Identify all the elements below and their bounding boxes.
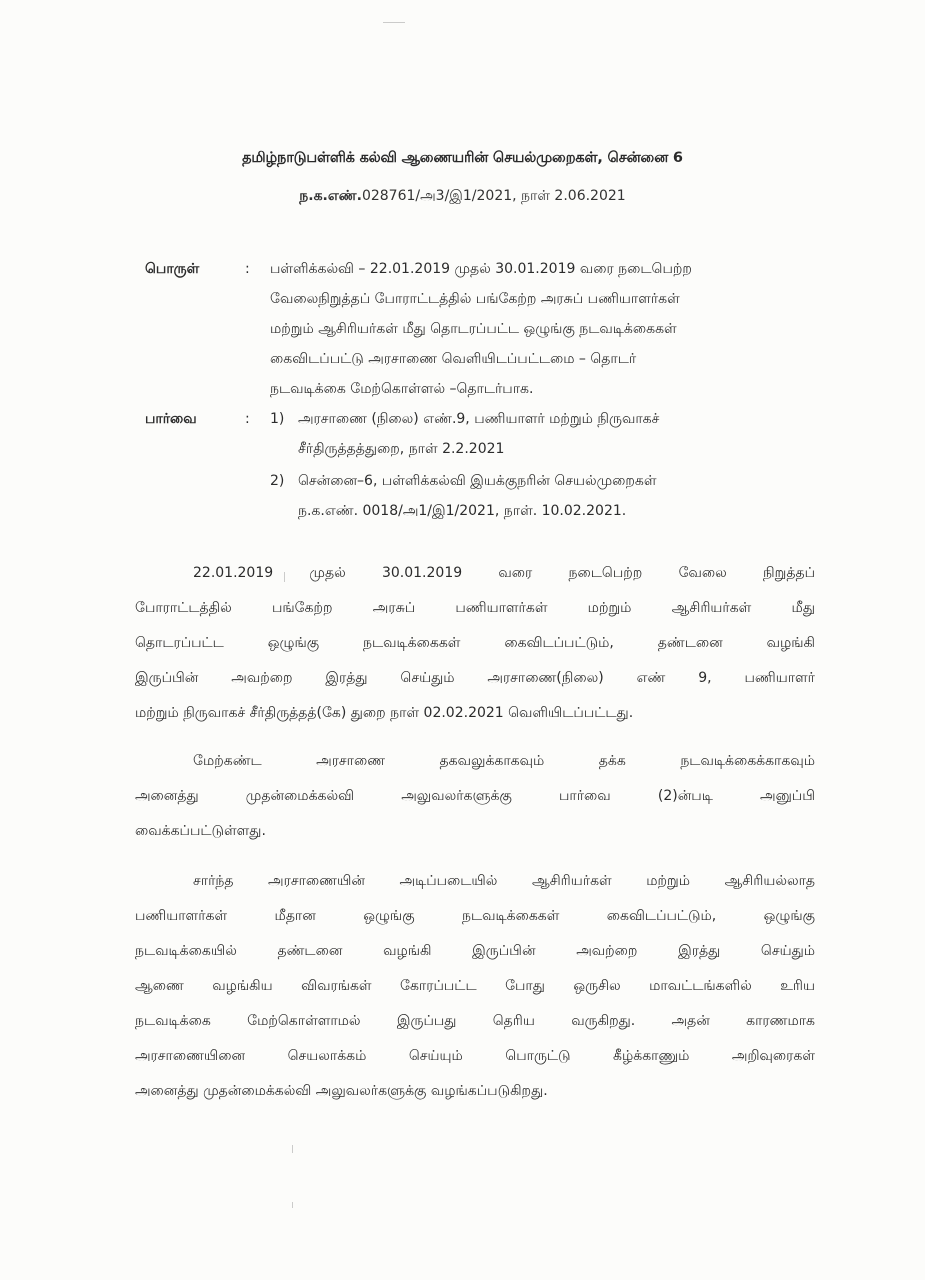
reference-value: 028761/அ3/இ1/2021, நாள் 2.06.2021	[361, 188, 626, 204]
paragraph-line: நடவடிக்கை மேற்கொள்ளாமல் இருப்பது தெரிய வருகிறது. அதன் காரணமாக	[135, 1013, 815, 1029]
body-paragraph-2	[135, 744, 815, 849]
paragraph-line: அனைத்து முதன்மைக்கல்வி அலுவலர்களுக்கு பார்வை (2)ன்படி அனுப்பி	[135, 788, 815, 804]
paragraph-line: ஆணை வழங்கிய விவரங்கள் கோரப்பட்ட போது ஒருசில மாவட்டங்களில் உரிய	[135, 978, 815, 994]
body-paragraph-1	[135, 556, 815, 731]
references-label: பார்வை	[145, 411, 197, 427]
paragraph-line: போராட்டத்தில் பங்கேற்ற அரசுப் பணியாளர்கள் மற்றும் ஆசிரியர்கள் மீது	[135, 600, 815, 616]
paragraph-line: அனைத்து முதன்மைக்கல்வி அலுவலர்களுக்கு வழங்கப்படுகிறது.	[135, 1083, 548, 1099]
reference-item	[270, 466, 810, 526]
references-colon: :	[245, 411, 250, 427]
paragraph-line: சார்ந்த அரசாணையின் அடிப்படையில் ஆசிரியர்கள் மற்றும் ஆசிரியல்லாத	[193, 873, 815, 889]
body-paragraph-3	[135, 864, 815, 1109]
references-block	[145, 404, 825, 529]
reference-item	[270, 404, 810, 464]
subject-label: பொருள்	[145, 261, 200, 277]
reference-item-line: அரசாணை (நிலை) எண்.9, பணியாளர் மற்றும் நிருவாகச்	[298, 411, 660, 427]
references-list	[270, 404, 810, 526]
reference-number	[0, 188, 925, 206]
subject-block	[145, 254, 825, 414]
subject-text	[270, 254, 810, 404]
reference-item-line: சென்னை–6, பள்ளிக்கல்வி இயக்குநரின் செயல்முறைகள்	[298, 473, 657, 489]
paragraph-line: தொடரப்பட்ட ஒழுங்கு நடவடிக்கைகள் கைவிடப்பட்டும், தண்டனை வழங்கி	[135, 635, 815, 651]
subject-line: நடவடிக்கை மேற்கொள்ளல் –தொடர்பாக.	[270, 381, 534, 397]
paragraph-line: இருப்பின் அவற்றை இரத்து செய்தும் அரசாணை(நிலை) எண் 9, பணியாளர்	[135, 670, 815, 686]
reference-prefix: ந.க.எண்.	[299, 188, 362, 204]
paragraph-line: அரசாணையினை செயலாக்கம் செய்யும் பொருட்டு கீழ்க்காணும் அறிவுரைகள்	[135, 1048, 815, 1064]
paragraph-line: வைக்கப்பட்டுள்ளது.	[135, 823, 266, 839]
paragraph-line: பணியாளர்கள் மீதான ஒழுங்கு நடவடிக்கைகள் கைவிடப்பட்டும், ஒழுங்கு	[135, 908, 815, 924]
scan-mark	[292, 1145, 293, 1153]
paragraph-line: 22.01.2019 முதல் 30.01.2019 வரை நடைபெற்ற வேலை நிறுத்தப்	[193, 565, 815, 581]
subject-line: மற்றும் ஆசிரியர்கள் மீது தொடரப்பட்ட ஒழுங்கு நடவடிக்கைகள்	[270, 321, 677, 337]
scan-mark	[292, 1202, 293, 1208]
scan-mark	[383, 22, 405, 23]
reference-item-number: 2)	[270, 473, 285, 489]
subject-colon: :	[245, 261, 250, 277]
paragraph-line: மற்றும் நிருவாகச் சீர்திருத்தத்(கே) துறை நாள் 02.02.2021 வெளியிடப்பட்டது.	[135, 705, 634, 721]
paragraph-line: நடவடிக்கையில் தண்டனை வழங்கி இருப்பின் அவற்றை இரத்து செய்தும்	[135, 943, 815, 959]
page-title: தமிழ்நாடுபள்ளிக் கல்வி ஆணையரின் செயல்முறைகள், சென்னை 6	[242, 150, 683, 166]
paragraph-line: மேற்கண்ட அரசாணை தகவலுக்காகவும் தக்க நடவடிக்கைக்காகவும்	[193, 753, 815, 769]
reference-item-line: ந.க.எண். 0018/அ1/இ1/2021, நாள். 10.02.2021.	[298, 503, 627, 519]
subject-line: கைவிடப்பட்டு அரசாணை வெளியிடப்பட்டமை – தொடர்	[270, 351, 637, 367]
reference-item-number: 1)	[270, 411, 285, 427]
reference-item-line: சீர்திருத்தத்துறை, நாள் 2.2.2021	[298, 441, 505, 457]
subject-line: பள்ளிக்கல்வி – 22.01.2019 முதல் 30.01.2019 வரை நடைபெற்ற	[270, 261, 692, 277]
subject-line: வேலைநிறுத்தப் போராட்டத்தில் பங்கேற்ற அரசுப் பணியாளர்கள்	[270, 291, 680, 307]
